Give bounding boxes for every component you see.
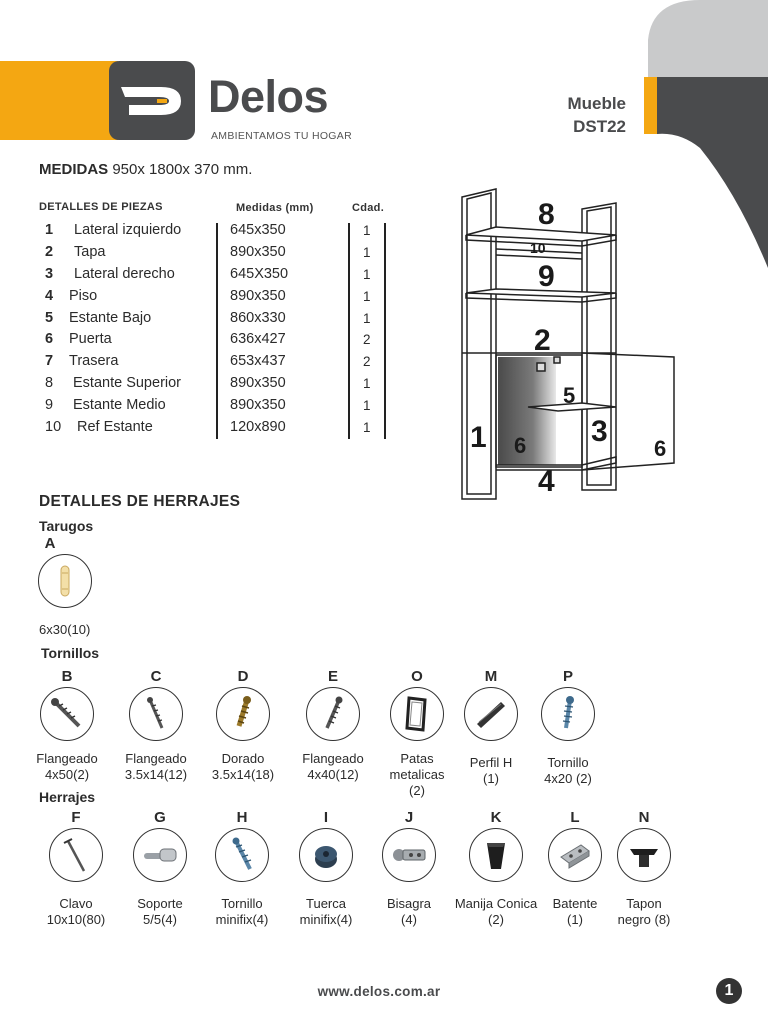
parts-table [39, 219, 399, 438]
item-letter: M [484, 668, 498, 685]
item-label: Flangeado 3.5x14(12) [124, 751, 188, 782]
hardware-item-h [197, 809, 287, 928]
item-letter: J [404, 809, 414, 826]
parts-header-detail: DETALLES DE PIEZAS [39, 201, 163, 213]
hardware-item-e [288, 668, 378, 783]
item-letter: E [327, 668, 338, 685]
part-qty: 1 [363, 310, 371, 326]
part-number: 6 [45, 331, 54, 348]
hardware-item-p [523, 668, 613, 787]
diagram-label-10: 10 [530, 240, 546, 256]
model-type: Mueble [567, 94, 626, 113]
part-qty: 2 [363, 354, 371, 370]
part-name: Lateral derecho [74, 265, 175, 282]
table-row [39, 285, 399, 307]
hinge-icon [382, 828, 436, 882]
part-qty: 1 [363, 244, 371, 260]
item-letter: F [71, 809, 81, 826]
hardware-item-g [115, 809, 205, 928]
diagram-label-8: 8 [538, 198, 555, 231]
minifix-nut-icon [299, 828, 353, 882]
item-label: Flangeado 4x50(2) [36, 751, 98, 782]
part-size: 860x330 [230, 309, 286, 326]
part-number: 10 [45, 419, 62, 436]
part-size: 890x350 [230, 287, 286, 304]
item-label: Patas metalicas (2) [389, 751, 445, 798]
furniture-diagram [458, 185, 680, 503]
door-stop-icon [548, 828, 602, 882]
part-size: 890x350 [230, 397, 286, 414]
part-size: 890x350 [230, 375, 286, 392]
part-size: 636x427 [230, 331, 286, 348]
part-qty: 1 [363, 266, 371, 282]
screw-icon [306, 687, 360, 741]
item-letter: N [638, 809, 650, 826]
table-row [39, 241, 399, 263]
item-label: Bisagra (4) [386, 896, 432, 927]
hardware-item-c [111, 668, 201, 783]
item-label: Dorado 3.5x14(18) [211, 751, 275, 782]
screws-title: Tornillos [41, 645, 100, 661]
measures-value: 950x 1800x 370 mm. [112, 161, 253, 178]
item-label: 6x30(10) [39, 622, 91, 637]
brand-logo [109, 61, 195, 140]
table-row [39, 416, 399, 438]
part-name: Estante Superior [73, 375, 182, 392]
part-size: 890x350 [230, 243, 286, 260]
item-letter: I [323, 809, 329, 826]
hardware-item-a [20, 535, 110, 638]
part-qty: 1 [363, 376, 371, 392]
parts-header-qty: Cdad. [352, 202, 385, 214]
part-number: 2 [45, 243, 54, 260]
diagram-label-2: 2 [534, 324, 551, 357]
item-label: Soporte 5/5(4) [137, 896, 183, 927]
logo-mark-icon [109, 61, 195, 140]
header-orange-band [0, 61, 118, 140]
part-size: 120x890 [230, 419, 286, 436]
item-letter: L [570, 809, 580, 826]
hardware-item-d [198, 668, 288, 783]
item-letter: H [236, 809, 248, 826]
part-number: 4 [45, 287, 54, 304]
table-row [39, 219, 399, 241]
parts-header-size: Medidas (mm) [236, 202, 314, 214]
part-qty: 1 [363, 420, 371, 436]
part-name: Piso [69, 287, 98, 304]
dowels-title: Tarugos [39, 518, 94, 534]
item-letter: D [237, 668, 249, 685]
item-label: Flangeado 4x40(12) [302, 751, 364, 782]
item-letter: C [150, 668, 162, 685]
dowel-icon [38, 554, 92, 608]
diagram-label-5: 5 [563, 383, 576, 408]
item-letter: K [490, 809, 502, 826]
part-size: 645X350 [230, 265, 289, 282]
table-row [39, 372, 399, 394]
nail-icon [49, 828, 103, 882]
part-qty: 1 [363, 223, 371, 238]
item-letter: P [562, 668, 573, 685]
overall-measures [39, 161, 252, 178]
table-row [39, 394, 399, 416]
hardware-item-i [281, 809, 371, 928]
brand-tagline: AMBIENTAMOS TU HOGAR [211, 130, 352, 142]
part-qty: 1 [363, 398, 371, 414]
diagram-label-6-right: 6 [654, 436, 667, 461]
screw-icon [129, 687, 183, 741]
black-cap-icon [617, 828, 671, 882]
part-name: Estante Bajo [69, 309, 152, 326]
fittings-title: Herrajes [39, 789, 96, 805]
hardware-item-j [364, 809, 454, 928]
item-letter: B [61, 668, 73, 685]
item-letter: G [154, 809, 166, 826]
screw-icon [40, 687, 94, 741]
diagram-label-1: 1 [470, 421, 487, 454]
part-name: Estante Medio [73, 397, 166, 414]
part-name: Tapa [74, 243, 106, 260]
table-row [39, 307, 399, 329]
part-number: 8 [45, 375, 54, 392]
part-number: 5 [45, 309, 54, 326]
item-label: Batente (1) [552, 896, 598, 927]
part-name: Lateral izquierdo [74, 222, 182, 238]
part-size: 645x350 [230, 222, 286, 238]
item-label: Clavo 10x10(80) [46, 896, 106, 927]
page-number: 1 [716, 978, 742, 1004]
table-row [39, 350, 399, 372]
metal-leg-icon [390, 687, 444, 741]
item-label: Perfil H (1) [469, 755, 513, 786]
conical-handle-icon [469, 828, 523, 882]
diagram-label-3: 3 [591, 415, 608, 448]
hardware-item-f [31, 809, 121, 928]
h-profile-icon [464, 687, 518, 741]
diagram-label-4: 4 [538, 465, 555, 498]
part-name: Puerta [69, 331, 112, 348]
item-label: Tornillo minifix(4) [215, 896, 269, 927]
hardware-item-n [599, 809, 689, 928]
shelf-support-icon [133, 828, 187, 882]
blue-screw-icon [541, 687, 595, 741]
model-code: DST22 [573, 117, 626, 136]
item-letter: O [411, 668, 423, 685]
footer-url[interactable]: www.delos.com.ar [317, 984, 441, 999]
table-row [39, 263, 399, 285]
part-number: 7 [45, 353, 54, 370]
hardware-section-title: DETALLES DE HERRAJES [39, 493, 241, 510]
part-qty: 2 [363, 332, 371, 348]
item-label: Tapon negro (8) [617, 896, 671, 927]
diagram-label-9: 9 [538, 260, 555, 293]
item-label: Tornillo 4x20 (2) [544, 755, 592, 786]
item-letter: A [44, 535, 56, 552]
part-qty: 1 [363, 288, 371, 304]
brand-name: Delos [208, 71, 329, 122]
item-label: Tuerca minifix(4) [299, 896, 353, 927]
part-name: Ref Estante [77, 419, 153, 436]
part-name: Trasera [69, 353, 119, 370]
diagram-label-6-left: 6 [514, 433, 527, 458]
part-number: 9 [45, 397, 54, 414]
table-row [39, 328, 399, 350]
part-size: 653x437 [230, 353, 286, 370]
item-label: Manija Conica (2) [454, 896, 538, 927]
gold-screw-icon [216, 687, 270, 741]
part-number: 3 [45, 265, 54, 282]
hardware-item-b [22, 668, 112, 783]
part-number: 1 [45, 222, 54, 238]
minifix-screw-icon [215, 828, 269, 882]
measures-label: MEDIDAS [39, 161, 109, 178]
